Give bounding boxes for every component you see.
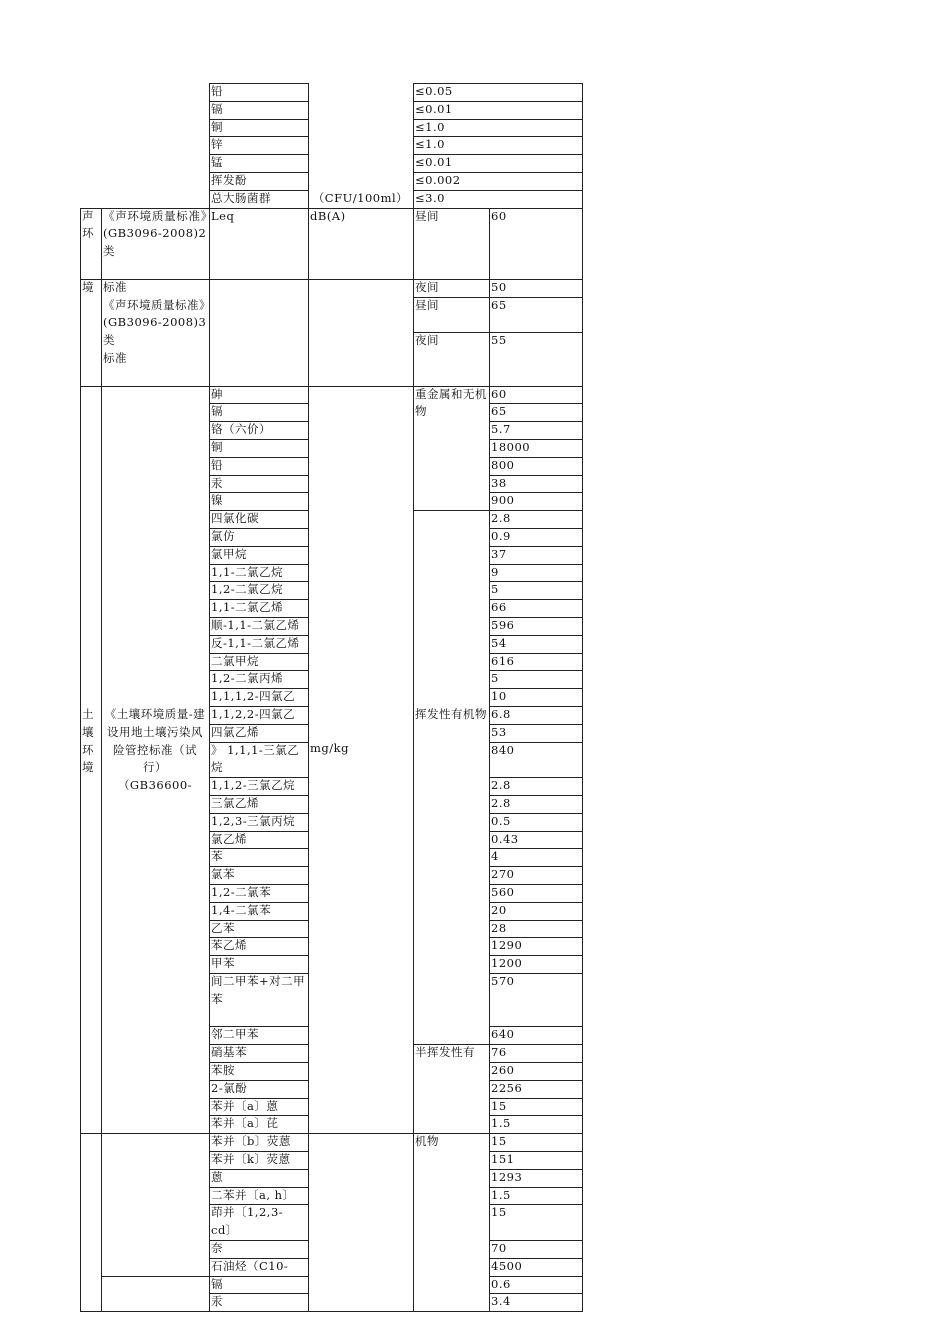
table-border [101, 208, 102, 1313]
param-cell: 铜 [211, 440, 223, 454]
table-border [209, 670, 309, 671]
table-border [489, 1258, 583, 1259]
table-border [209, 1026, 309, 1027]
param-cell: Leq [211, 208, 235, 223]
table-border [209, 564, 309, 565]
param-cell: 氯苯 [211, 867, 235, 882]
value-cell: 570 [491, 974, 515, 988]
table-border [209, 386, 309, 387]
param-cell: 汞 [211, 1294, 223, 1309]
param-cell: 邻二甲苯 [211, 1027, 259, 1042]
value-cell: 3.4 [491, 1294, 511, 1309]
table-border [489, 1115, 583, 1116]
param-cell: 苯胺 [211, 1063, 235, 1077]
period-cell: 昼间 [415, 208, 439, 223]
value-cell: 20 [491, 902, 507, 917]
table-border [582, 83, 583, 1312]
unit-cell: （CFU/100ml） [312, 190, 409, 205]
table-border [489, 421, 583, 422]
table-border [209, 937, 309, 938]
table-border [489, 1151, 583, 1152]
param-cell: 2-氯酚 [211, 1080, 248, 1095]
value-cell: 0.6 [491, 1276, 511, 1291]
table-border [209, 635, 309, 636]
param-cell: 锌 [211, 137, 223, 152]
param-cell: 二氯甲烷 [211, 653, 259, 668]
table-border [209, 546, 309, 547]
table-border [489, 724, 583, 725]
group-cell: 半挥发性有 [415, 1045, 475, 1060]
param-cell: 1,4-二氯苯 [211, 902, 272, 917]
value-cell: 840 [491, 742, 515, 757]
table-border [489, 884, 583, 885]
table-border [209, 1258, 309, 1259]
value-cell: 0.43 [491, 831, 519, 846]
param-cell: 三氯乙烯 [211, 796, 259, 810]
table-border [209, 1080, 309, 1081]
value-cell: 37 [491, 546, 507, 561]
table-border [209, 1151, 309, 1152]
table-border [489, 564, 583, 565]
value-cell: 1290 [491, 938, 523, 953]
table-border [209, 884, 309, 885]
value-cell: 640 [491, 1027, 515, 1042]
value-cell: 2.8 [491, 511, 511, 526]
param-cell: 石油烃（C10- [211, 1258, 289, 1273]
param-cell: 1,1,2,2-四氯乙 [211, 707, 296, 721]
param-cell: 苯 [211, 849, 223, 864]
table-border [308, 83, 309, 1312]
param-cell: 》 1,1,1-三氯乙烷 [211, 742, 300, 775]
param-cell: 1,1,2-三氯乙烷 [211, 778, 296, 793]
param-cell: 锰 [211, 155, 223, 170]
table-border [489, 403, 583, 404]
value-cell: 10 [491, 689, 507, 704]
table-border [209, 83, 309, 84]
period-cell: 昼间 [415, 297, 439, 312]
table-border [209, 599, 309, 600]
table-border [209, 831, 309, 832]
table-border [209, 421, 309, 422]
value-cell: 28 [491, 920, 507, 935]
table-border [489, 813, 583, 814]
value-cell: 260 [491, 1063, 515, 1077]
param-cell: 1,1,1,2-四氯乙 [211, 689, 296, 704]
value-cell: 53 [491, 724, 507, 739]
limit-cell: ≤0.002 [415, 173, 461, 187]
table-border [489, 528, 583, 529]
param-cell: 四氯化碳 [211, 511, 259, 526]
table-border [489, 1044, 583, 1045]
value-cell: 0.9 [491, 529, 511, 543]
param-cell: 1,1-二氯乙烯 [211, 600, 284, 615]
value-cell: 60 [491, 386, 507, 401]
table-border [489, 208, 490, 1313]
param-cell: 铬（六价） [211, 422, 271, 437]
param-cell: 氯甲烷 [211, 546, 247, 561]
param-cell: 苯乙烯 [211, 938, 247, 953]
table-border [489, 581, 583, 582]
param-cell: 间二甲苯+对二甲 苯 [211, 974, 306, 1006]
value-cell: 2.8 [491, 796, 511, 810]
unit-cell: mg/kg [310, 740, 349, 755]
param-cell: 氯仿 [211, 529, 235, 543]
table-border [209, 83, 210, 1312]
param-cell: 铜 [211, 119, 223, 134]
value-cell: 270 [491, 867, 515, 882]
value-cell: 900 [491, 493, 515, 508]
limit-cell: ≤3.0 [415, 190, 445, 205]
param-cell: 苯并〔k〕荧蒽 [211, 1152, 291, 1166]
table-border [209, 208, 309, 209]
table-border [489, 1080, 583, 1081]
standard-cell: 《声环境质量标准》(GB3096-2008)3类 标准 [103, 297, 207, 365]
table-border [413, 83, 583, 84]
table-border [489, 492, 583, 493]
param-cell: 挥发酚 [211, 173, 247, 187]
param-cell: 四氯乙烯 [211, 724, 259, 739]
param-cell: 顺-1,1-二氯乙烯 [211, 618, 300, 632]
table-border [209, 1187, 309, 1188]
table-border [413, 190, 583, 191]
table-border [489, 1240, 583, 1241]
limit-cell: ≤1.0 [415, 137, 445, 152]
group-cell: 挥发性有机物 [415, 707, 487, 721]
table-border [413, 208, 583, 209]
table-border [489, 742, 583, 743]
table-border [209, 1276, 309, 1277]
value-cell: 5.7 [491, 422, 511, 437]
param-cell: 镍 [211, 493, 223, 508]
limit-cell: ≤1.0 [415, 119, 445, 134]
value-cell: 2.8 [491, 778, 511, 793]
table-border [209, 1062, 309, 1063]
param-cell: 乙苯 [211, 920, 235, 935]
value-cell: 1.5 [491, 1187, 511, 1202]
table-border [209, 475, 309, 476]
table-border [489, 1098, 583, 1099]
param-cell: 苯并〔b〕荧蒽 [211, 1134, 291, 1149]
table-border [489, 795, 583, 796]
param-cell: 1,2-二氯苯 [211, 885, 272, 899]
table-border [209, 172, 309, 173]
table-border [489, 831, 583, 832]
category-cell: 土 壤 环 境 [82, 707, 94, 775]
value-cell: 9 [491, 564, 499, 579]
table-border [209, 724, 309, 725]
table-border [209, 920, 309, 921]
param-cell: 二苯并〔a, h〕 [211, 1187, 295, 1202]
table-border [209, 1098, 309, 1099]
param-cell: 蒽 [211, 1169, 223, 1184]
table-border [489, 635, 583, 636]
table-border [489, 1169, 583, 1170]
table-border [80, 1311, 583, 1312]
table-border [489, 848, 583, 849]
table-border [209, 777, 309, 778]
group-cell: 机物 [415, 1134, 439, 1149]
value-cell: 54 [491, 635, 507, 650]
table-border [489, 1204, 583, 1205]
standard-cell: 《声环境质量标准》(GB3096-2008)2类 [103, 208, 207, 259]
param-cell: 镉 [211, 404, 223, 419]
period-cell: 夜间 [415, 279, 439, 294]
table-border [489, 1026, 583, 1027]
value-cell: 4500 [491, 1258, 523, 1273]
value-cell: 151 [491, 1152, 515, 1166]
table-border [209, 617, 309, 618]
table-border [80, 208, 81, 1313]
value-cell: 4 [491, 849, 499, 864]
table-border [209, 439, 309, 440]
value-cell: 6.8 [491, 707, 511, 721]
table-border [209, 1115, 309, 1116]
table-border [489, 777, 583, 778]
limit-cell: ≤0.01 [415, 155, 453, 170]
table-border [489, 617, 583, 618]
param-cell: 1,2-二氯丙烯 [211, 671, 284, 686]
param-cell: 奈 [211, 1241, 223, 1255]
table-border [101, 1276, 210, 1277]
param-cell: 总大肠菌群 [211, 190, 271, 205]
value-cell: 1293 [491, 1169, 523, 1184]
table-border [209, 581, 309, 582]
table-border [209, 688, 309, 689]
value-cell: 0.5 [491, 813, 511, 828]
value-cell: 1200 [491, 956, 523, 971]
value-cell: 560 [491, 885, 515, 899]
value-cell: 15 [491, 1134, 507, 1149]
table-border [209, 1044, 309, 1045]
param-cell: 甲苯 [211, 956, 235, 971]
table-border [489, 973, 583, 974]
table-border [413, 154, 583, 155]
param-cell: 汞 [211, 475, 223, 490]
value-cell: 5 [491, 671, 499, 686]
standard-cell: 《土壤环境质量-建设用地土壤污染风险管控标准（试行） （GB36600- [104, 707, 206, 793]
table-border [209, 1204, 309, 1205]
value-cell: 15 [491, 1205, 507, 1220]
value-cell: 38 [491, 475, 507, 490]
param-cell: 铅 [211, 84, 223, 98]
table-border [413, 83, 414, 1312]
table-border [489, 902, 583, 903]
limit-cell: ≤0.05 [415, 84, 453, 98]
value-cell: 15 [491, 1098, 507, 1113]
value-cell: 1.5 [491, 1116, 511, 1131]
table-border [209, 492, 309, 493]
table-border [489, 1276, 583, 1277]
table-border [413, 136, 583, 137]
table-border [209, 813, 309, 814]
value-cell: 5 [491, 582, 499, 597]
table-border [80, 1133, 583, 1134]
group-cell: 重金属和无机物 [415, 386, 487, 419]
param-cell: 1,1-二氯乙烷 [211, 564, 284, 579]
table-border [209, 403, 309, 404]
table-border [209, 653, 309, 654]
table-border [209, 742, 309, 743]
table-border [209, 457, 309, 458]
table-border [209, 154, 309, 155]
table-border [489, 1062, 583, 1063]
param-cell: 铅 [211, 457, 223, 472]
category-cell: 声 环 [82, 208, 94, 241]
value-cell: 596 [491, 618, 515, 632]
table-border [209, 706, 309, 707]
table-border [489, 688, 583, 689]
table-border [489, 866, 583, 867]
table-border [489, 599, 583, 600]
standard-cell: 标准 [103, 279, 127, 294]
param-cell: 1,2,3-三氯丙烷 [211, 813, 296, 828]
table-border [413, 510, 490, 511]
param-cell: 反-1,1-二氯乙烯 [211, 635, 300, 650]
param-cell: 茚并〔1,2,3-cd〕 [211, 1205, 284, 1238]
table-border [489, 457, 583, 458]
table-border [209, 190, 309, 191]
table-border [209, 119, 309, 120]
table-border [489, 920, 583, 921]
param-cell: 硝基苯 [211, 1045, 247, 1060]
table-border [209, 955, 309, 956]
table-border [489, 510, 583, 511]
param-cell: 镉 [211, 101, 223, 116]
table-border [489, 653, 583, 654]
value-cell: 70 [491, 1241, 507, 1255]
table-border [209, 1293, 309, 1294]
table-border [209, 902, 309, 903]
value-cell: 18000 [491, 440, 531, 454]
table-border [209, 136, 309, 137]
table-border [489, 546, 583, 547]
value-cell: 76 [491, 1045, 507, 1060]
table-border [209, 866, 309, 867]
unit-cell: dB(A) [310, 208, 346, 223]
table-border [489, 1187, 583, 1188]
table-border [489, 937, 583, 938]
table-border [413, 119, 583, 120]
param-cell: 砷 [211, 386, 223, 401]
value-cell: 60 [491, 208, 507, 223]
table-border [489, 439, 583, 440]
value-cell: 800 [491, 457, 515, 472]
value-cell: 66 [491, 600, 507, 615]
table-border [489, 475, 583, 476]
value-cell: 2256 [491, 1080, 523, 1095]
param-cell: 苯并〔a〕蒽 [211, 1098, 279, 1113]
table-border [413, 172, 583, 173]
table-border [489, 670, 583, 671]
table-border [489, 955, 583, 956]
table-border [209, 795, 309, 796]
table-border [209, 1240, 309, 1241]
limit-cell: ≤0.01 [415, 101, 453, 116]
period-cell: 夜间 [415, 333, 439, 348]
table-border [209, 528, 309, 529]
table-border [209, 973, 309, 974]
table-border [209, 1169, 309, 1170]
table-border [209, 101, 309, 102]
value-cell: 616 [491, 653, 515, 668]
param-cell: 苯并〔a〕芘 [211, 1116, 279, 1131]
param-cell: 镉 [211, 1276, 223, 1291]
table-border [413, 101, 583, 102]
value-cell: 65 [491, 297, 507, 312]
value-cell: 65 [491, 404, 507, 419]
param-cell: 1,2-二氯乙烷 [211, 582, 284, 597]
table-border [209, 510, 309, 511]
table-border [489, 386, 583, 387]
table-border [209, 848, 309, 849]
category-cell: 境 [82, 279, 94, 294]
param-cell: 氯乙烯 [211, 831, 247, 846]
table-border [489, 1293, 583, 1294]
table-border [489, 706, 583, 707]
value-cell: 50 [491, 279, 507, 294]
value-cell: 55 [491, 333, 507, 348]
